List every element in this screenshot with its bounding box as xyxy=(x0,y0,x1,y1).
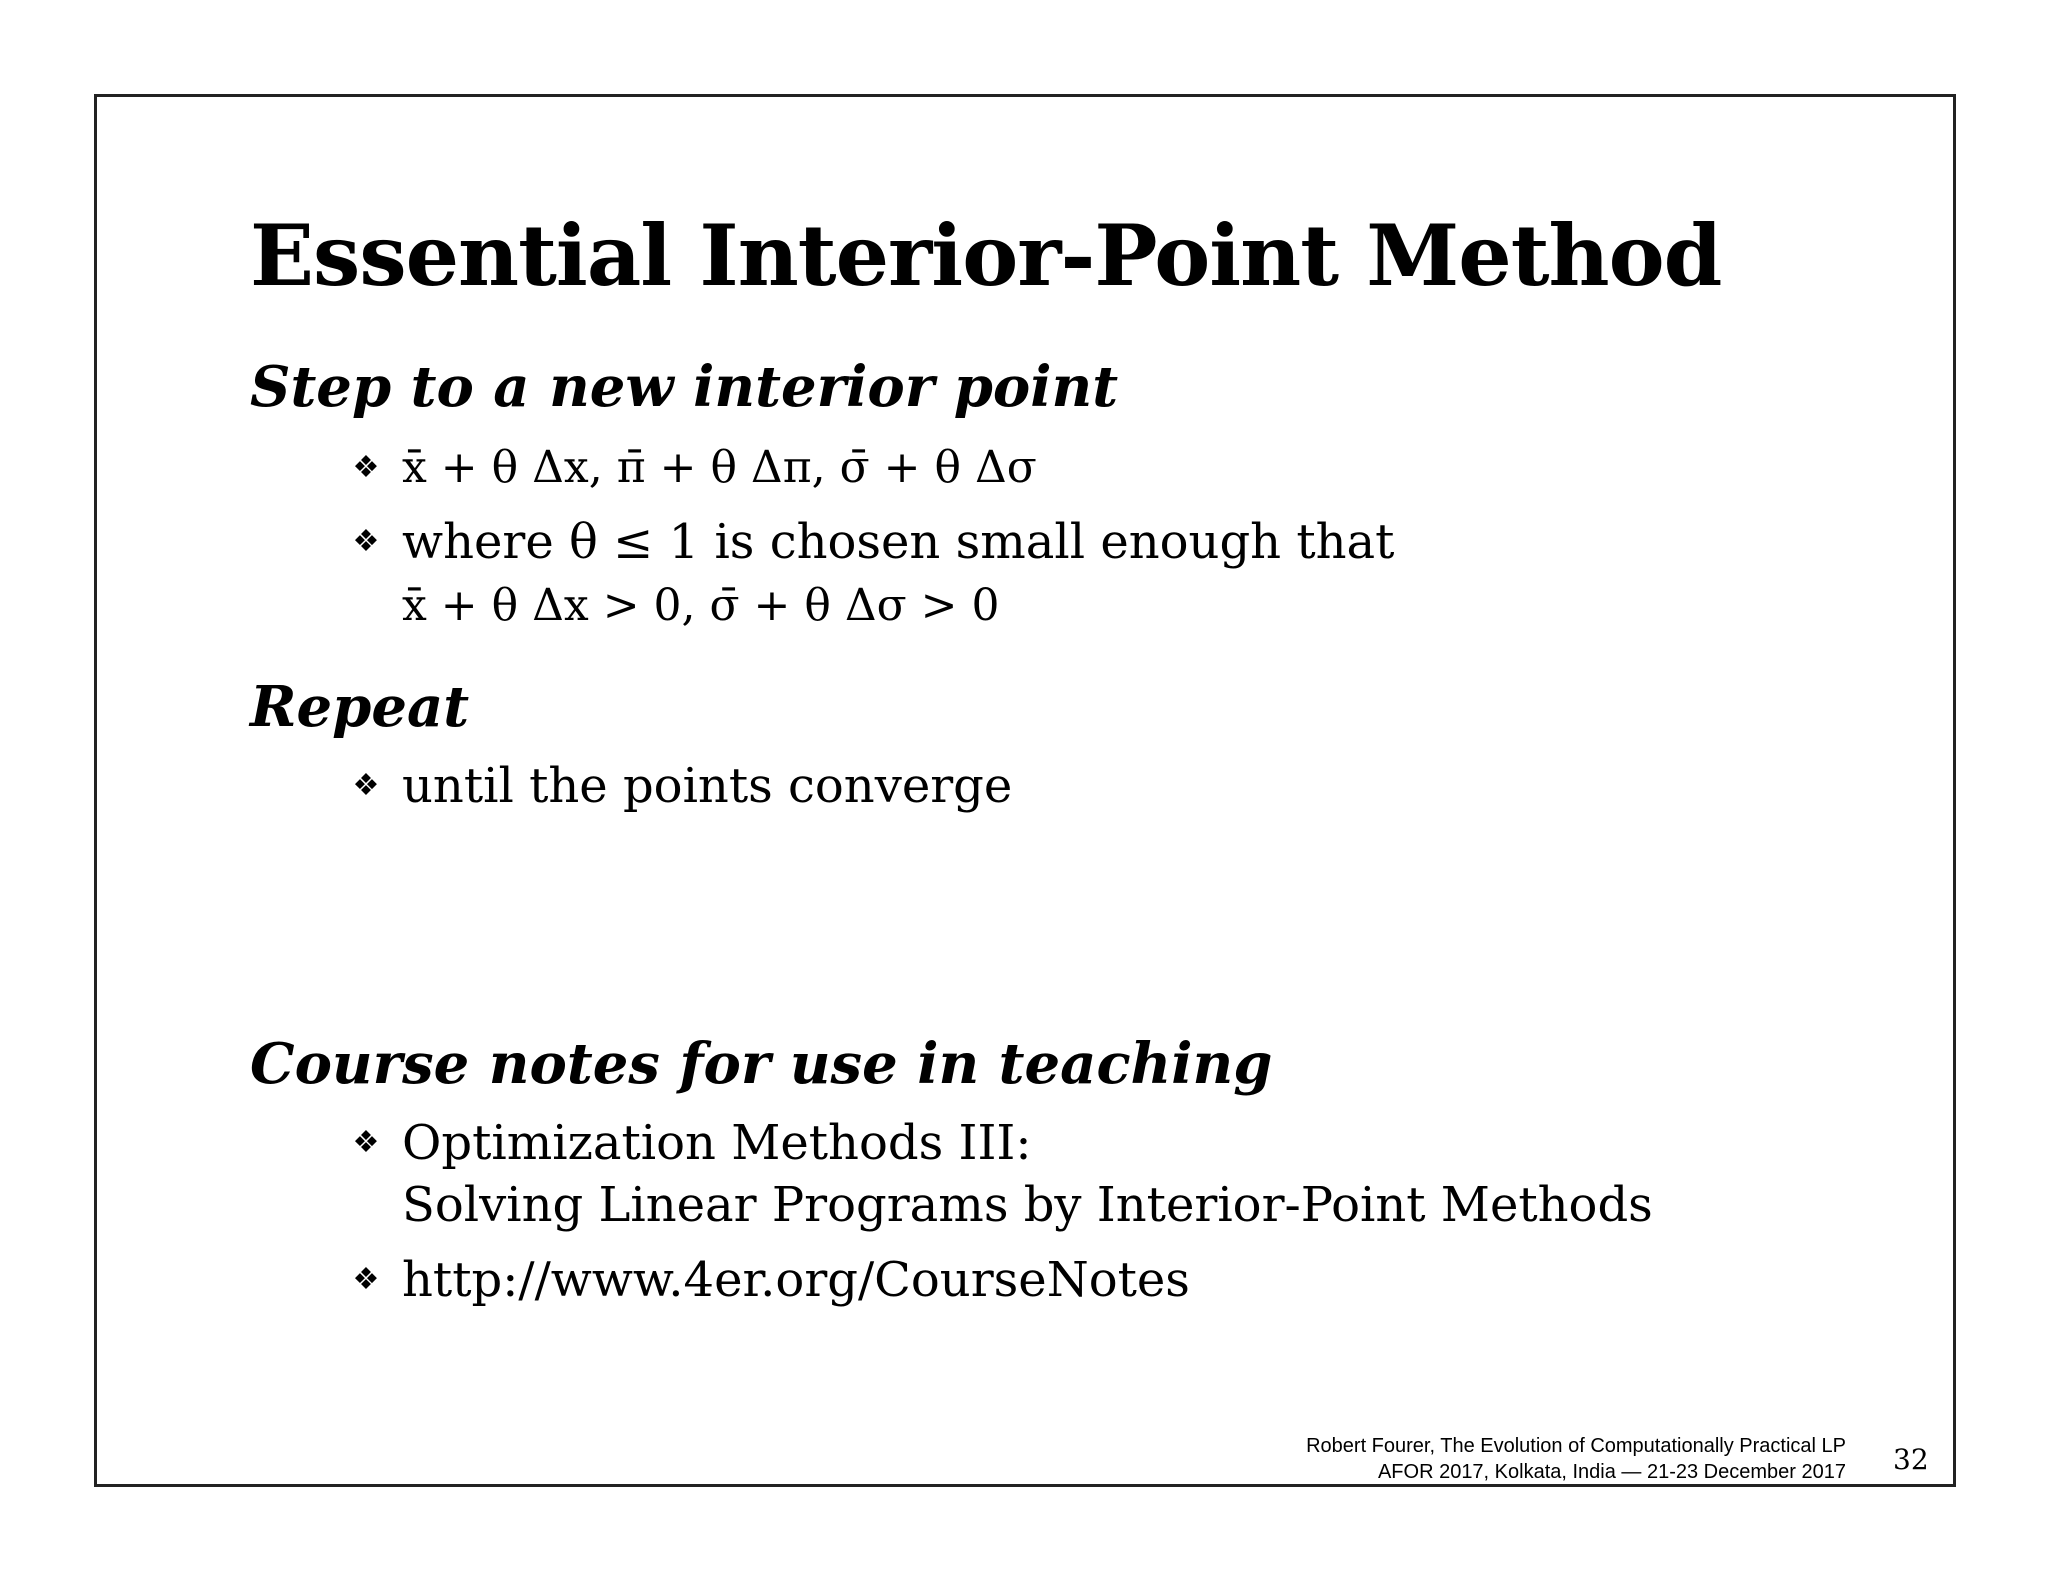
bullet-icon: ❖ xyxy=(352,450,380,485)
bullet-icon: ❖ xyxy=(352,524,380,559)
theta-condition-text: where θ ≤ 1 is chosen small enough that xyxy=(402,514,1395,570)
footer-credit-line2: AFOR 2017, Kolkata, India — 21-23 December 2017 xyxy=(1377,1461,1846,1483)
positivity-formula: x̄ + θ Δx > 0, σ̄ + θ Δσ > 0 xyxy=(402,580,1000,631)
footer-credit xyxy=(1306,1433,1846,1485)
section-heading-course-notes: Course notes for use in teaching xyxy=(250,1031,1273,1097)
bullet-icon: ❖ xyxy=(352,768,380,803)
course-notes-title-line2: Solving Linear Programs by Interior-Point Methods xyxy=(402,1177,1653,1233)
course-notes-title-line1: Optimization Methods III: xyxy=(402,1115,1032,1171)
section-heading-step: Step to a new interior point xyxy=(250,354,1119,420)
bullet-icon: ❖ xyxy=(352,1125,380,1160)
section-heading-repeat: Repeat xyxy=(250,674,470,740)
step-formula: x̄ + θ Δx, π̄ + θ Δπ, σ̄ + θ Δσ xyxy=(402,442,1037,493)
footer-credit-line1: Robert Fourer, The Evolution of Computationally Practical LP xyxy=(1306,1435,1846,1457)
page-number: 32 xyxy=(1893,1443,1929,1476)
repeat-text: until the points converge xyxy=(402,758,1013,814)
slide-title: Essential Interior-Point Method xyxy=(250,206,1722,305)
course-notes-link[interactable]: http://www.4er.org/CourseNotes xyxy=(402,1252,1190,1308)
bullet-icon: ❖ xyxy=(352,1262,380,1297)
